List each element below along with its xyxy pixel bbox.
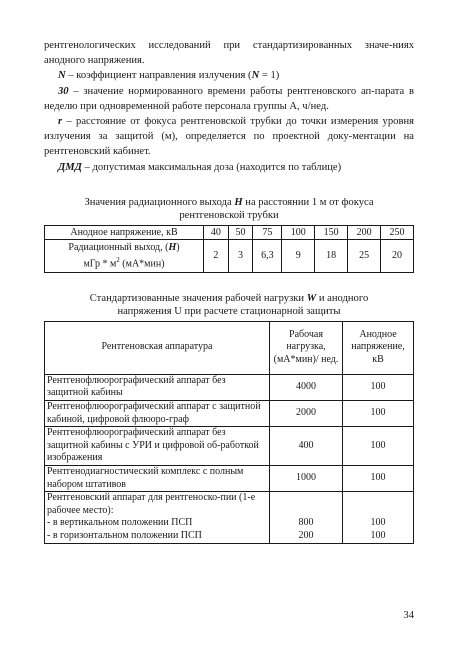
paragraph-intro: рентгенологических исследований при стандартизированных значе-ниях анодного напряжения. (44, 40, 414, 67)
header-voltage: Анодное напряжение, кВ (343, 321, 414, 374)
row-load: 800 200 (270, 492, 343, 543)
row-voltage: 100 (343, 465, 414, 491)
definition-30: 30 – значение нормированного времени работы рентгеновского ап-парата в неделю при одновременной работе персонала группы А, ч/нед. (44, 85, 414, 112)
row-load: 400 (270, 427, 343, 466)
table-row (45, 400, 414, 426)
table-cell: 75 (253, 225, 282, 239)
table-cell: 25 (348, 239, 381, 272)
header-apparatus: Рентгеновская аппаратура (45, 321, 270, 374)
row-load: 4000 (270, 374, 343, 400)
row-name: Рентгенофлюорографический аппарат с защитной кабиной, цифровой флюоро-граф (45, 400, 270, 426)
row-name: Рентгенофлюорографический аппарат без защитной кабины с УРИ и цифровой об-работкой изображения (45, 427, 270, 466)
workload-table (44, 321, 414, 544)
table-cell: 20 (381, 239, 414, 272)
table-cell: Анодное напряжение, кВ (45, 225, 204, 239)
table-cell: 250 (381, 225, 414, 239)
table-row (45, 492, 414, 543)
table-cell: 6,3 (253, 239, 282, 272)
document-page (44, 38, 414, 544)
definition-r: r – расстояние от фокуса рентгеновской трубки до точки измерения уровня излучения за защитой (м), определяется по проектной доку-ментации на рентгеновский кабинет. (44, 116, 414, 158)
table-cell: 200 (348, 225, 381, 239)
table-cell: 2 (204, 239, 229, 272)
definition-dmd: ДМД – допустимая максимальная доза (находится по таблице) (58, 161, 342, 173)
row-name: Рентгенофлюорографический аппарат без защитной кабины (45, 374, 270, 400)
table-cell: 18 (315, 239, 348, 272)
row-voltage: 100 (343, 400, 414, 426)
table-row (45, 239, 414, 272)
header-load: Рабочая нагрузка, (мА*мин)/ нед. (270, 321, 343, 374)
row-voltage: 100 100 (343, 492, 414, 543)
table-cell: Радиационный выход, (H) мГр * $м^2$ (мА*мин) (45, 239, 204, 272)
table-row (45, 225, 414, 239)
row-load: 1000 (270, 465, 343, 491)
table-cell: 50 (228, 225, 253, 239)
row-voltage: 100 (343, 427, 414, 466)
table-row (45, 374, 414, 400)
table-row (45, 465, 414, 491)
row-name: Рентгенодиагностический комплекс с полным набором штативов (45, 465, 270, 491)
row-name: Рентгеновский аппарат для рентгеноско-пии (1-е рабочее место): - в вертикальном положении ПСП - в горизонтальном положении ПСП (45, 492, 270, 543)
row-voltage: 100 (343, 374, 414, 400)
table-header-row (45, 321, 414, 374)
table-cell: 9 (282, 239, 315, 272)
table-cell: 150 (315, 225, 348, 239)
table-cell: 40 (204, 225, 229, 239)
table2-caption: Стандартизованные значения рабочей нагрузки W и анодного напряжения U при расчете стационарной защиты (89, 292, 369, 318)
table1-caption: Значения радиационного выхода H на расстоянии 1 м от фокуса рентгеновской трубки (84, 196, 374, 222)
table-cell: 3 (228, 239, 253, 272)
definition-n: N – коэффициент направления излучения (N = 1) (58, 70, 280, 82)
page-number: 34 (403, 610, 414, 621)
radiation-output-table (44, 225, 414, 273)
table-row (45, 427, 414, 466)
row-load: 2000 (270, 400, 343, 426)
table-cell: 100 (282, 225, 315, 239)
